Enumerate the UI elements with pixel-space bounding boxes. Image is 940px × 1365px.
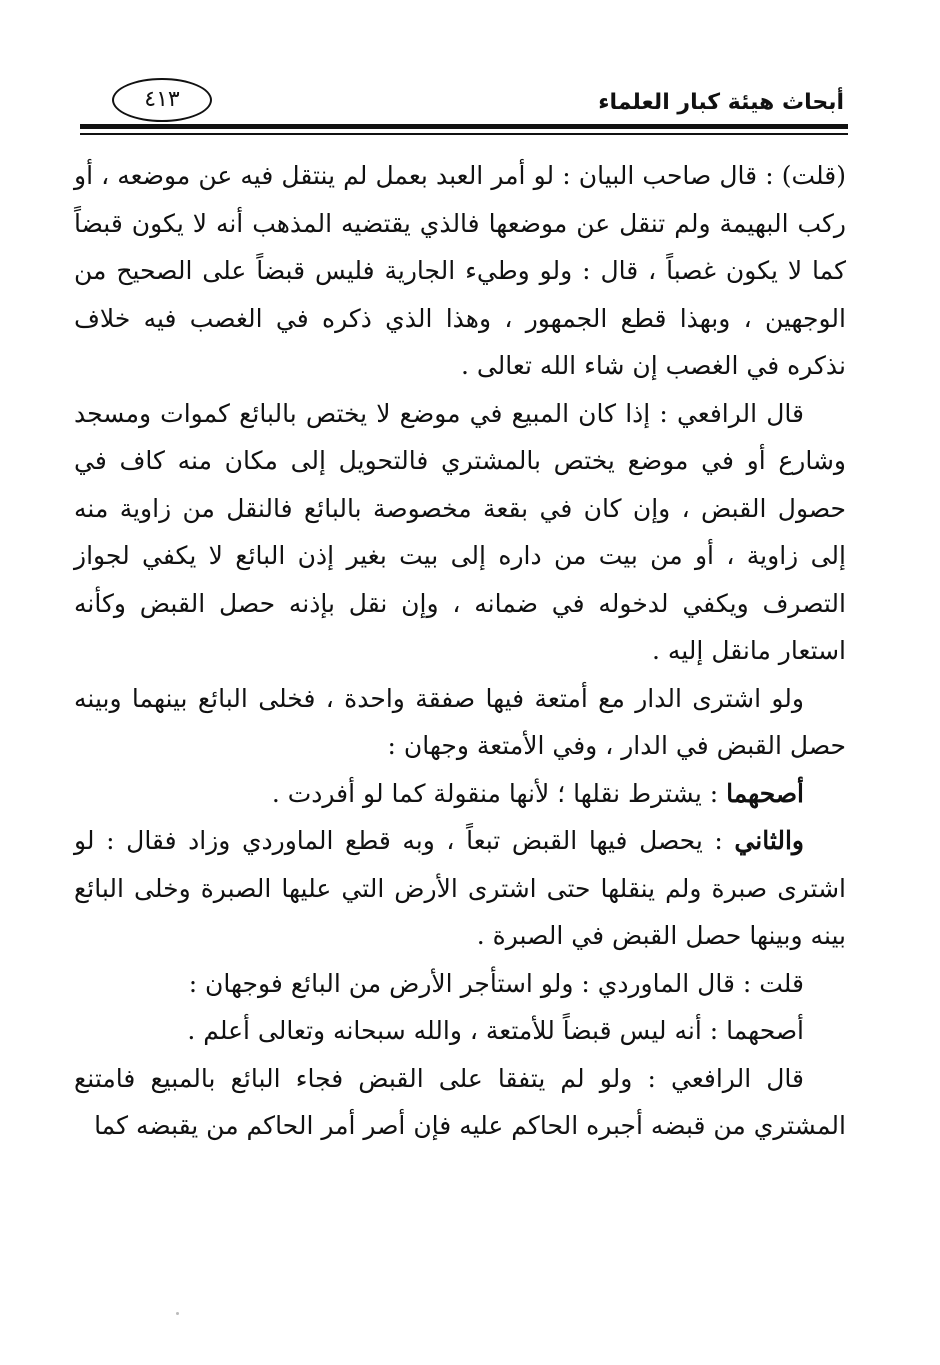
paragraph-5 — [74, 817, 846, 960]
header-rule-thick — [80, 124, 848, 129]
paragraph-2 — [74, 390, 846, 675]
scan-speck — [176, 1312, 179, 1315]
paragraph-7 — [74, 1007, 846, 1055]
header-rule-thin — [80, 133, 848, 135]
paragraph-3-text: ولو اشترى الدار مع أمتعة فيها صفقة واحدة ، فخلى البائع بينهما وبينه حصل القبض في الدار ، وفي الأمتعة وجهان : — [74, 683, 846, 760]
running-title: أبحاث هيئة كبار العلماء — [598, 90, 844, 115]
paragraph-6-text: قلت : قال الماوردي : ولو استأجر الأرض من البائع فوجهان : — [188, 968, 804, 998]
body-text — [74, 152, 846, 1150]
paragraph-6 — [74, 960, 846, 1008]
paragraph-5-text: : يحصل فيها القبض تبعاً ، وبه قطع الماوردي وزاد فقال : لو اشترى صبرة ولم ينقلها حتى اشترى الأرض التي عليها الصبرة وخلى البائع بينه وبينها حصل القبض في الصبرة . — [74, 826, 846, 950]
paragraph-7-text: أصحهما : أنه ليس قبضاً للأمتعة ، والله سبحانه وتعالى أعلم . — [187, 1016, 804, 1045]
paragraph-2-text: قال الرافعي : إذا كان المبيع في موضع لا يختص بالبائع كموات ومسجد وشارع أو في موضع يختص بالمشتري فالتحويل إلى مكان منه كاف في حصول القبض ، وإن كان في بقعة مخصوصة بالبائع فالنقل من زاوية منه إلى زاوية ، أو من بيت من داره إلى بيت بغير إذن البائع لا يكفي لجواز التصرف ويكفي لدخوله في ضمانه ، وإن نقل بإذنه حصل القبض وكأنه استعار مانقل إليه . — [74, 398, 846, 665]
page-number: ٤١٣ — [144, 87, 180, 112]
paragraph-5-lead: والثاني — [734, 826, 804, 855]
paragraph-8-text: قال الرافعي : ولو لم يتفقا على القبض فجاء البائع بالمبيع فامتنع المشتري من قبضه أجبره الحاكم عليه فإن أصر أمر الحاكم من يقبضه كما — [74, 1063, 846, 1140]
paragraph-4 — [74, 770, 846, 818]
paragraph-1 — [74, 152, 846, 390]
paragraph-3 — [74, 675, 846, 770]
paragraph-1-text: (قلت) : قال صاحب البيان : لو أمر العبد بعمل لم ينتقل فيه عن موضعه ، أو ركب البهيمة ولم تنقل عن موضعها فالذي يقتضيه المذهب أنه لا يكون قبضاً كما لا يكون غصباً ، قال : ولو وطيء الجارية فليس قبضاً على الصحيح من الوجهين ، وبهذا قطع الجمهور ، وهذا الذي ذكره في الغصب فيه خلاف نذكره في الغصب إن شاء الله تعالى . — [74, 161, 846, 380]
paragraph-4-text: : يشترط نقلها ؛ لأنها منقولة كما لو أفردت . — [271, 778, 727, 808]
paragraph-8 — [74, 1055, 846, 1150]
page-number-oval — [112, 78, 212, 122]
paragraph-4-lead: أصحهما — [726, 778, 804, 808]
